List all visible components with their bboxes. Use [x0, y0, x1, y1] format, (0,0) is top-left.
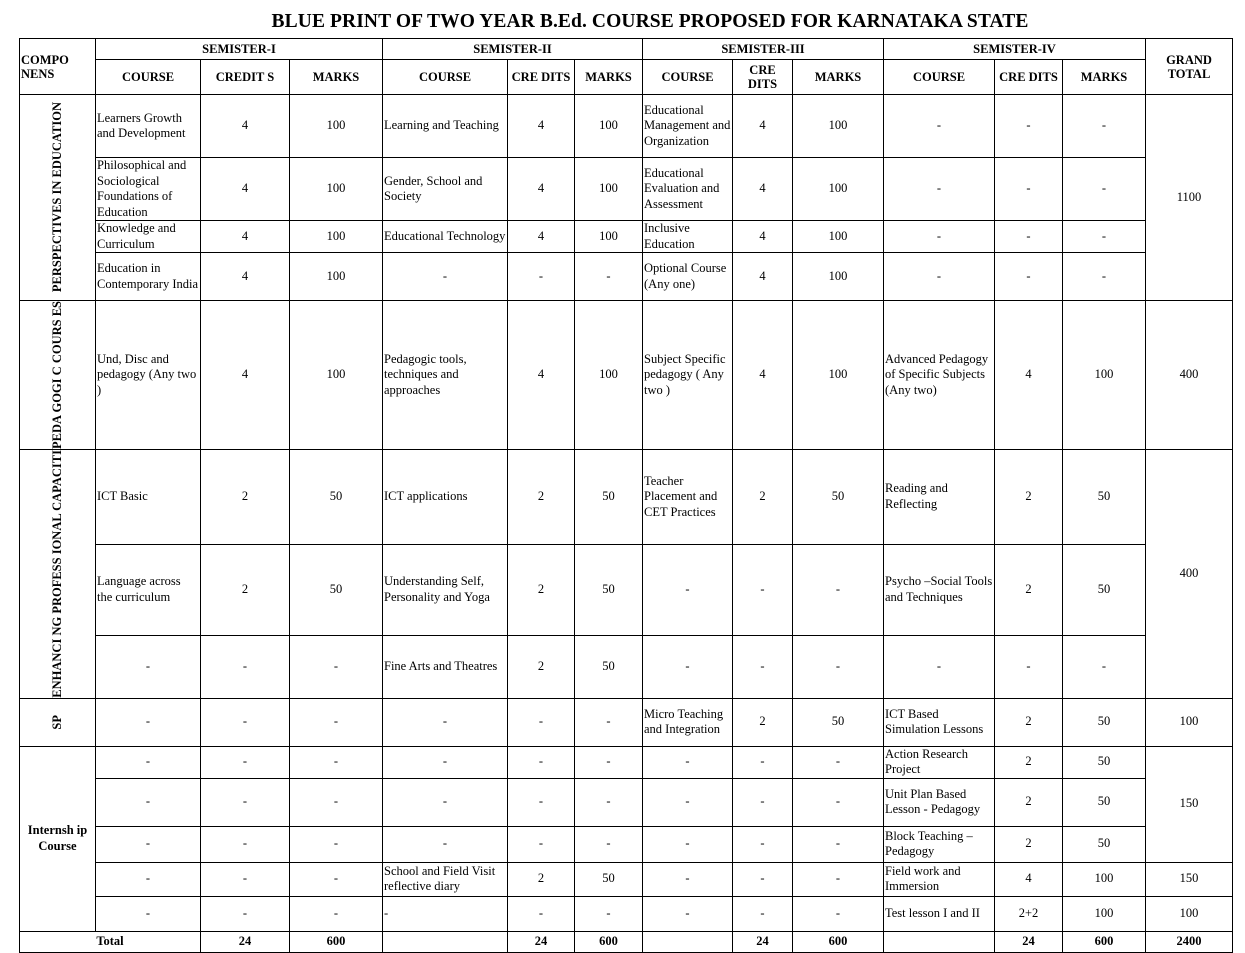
marks-cell: 100	[793, 301, 884, 450]
grand-total-cell: 150	[1146, 746, 1233, 862]
credits-cell: 4	[201, 301, 290, 450]
credits-cell: 4	[201, 95, 290, 158]
table-row	[20, 862, 1233, 896]
credits-cell: 4	[201, 253, 290, 301]
credits-cell: 2	[995, 778, 1063, 826]
course-cell: Block Teaching – Pedagogy	[884, 826, 995, 862]
course-cell: Action Research Project	[884, 746, 995, 778]
grand-total-cell: 100	[1146, 896, 1233, 931]
course-cell: -	[643, 862, 733, 896]
marks-cell: 50	[1063, 698, 1146, 746]
credits-cell: 4	[508, 221, 575, 253]
course-cell: -	[884, 158, 995, 221]
table-row	[20, 544, 1233, 635]
course-cell: -	[884, 253, 995, 301]
course-header: COURSE	[884, 60, 995, 95]
marks-cell: -	[290, 778, 383, 826]
credits-cell: -	[733, 826, 793, 862]
course-cell: -	[643, 778, 733, 826]
course-cell: -	[383, 896, 508, 931]
course-cell: -	[383, 698, 508, 746]
semester-1-header: SEMISTER-I	[96, 39, 383, 60]
marks-cell: 100	[290, 221, 383, 253]
credits-cell: -	[995, 95, 1063, 158]
total-marks: 600	[1063, 931, 1146, 952]
credits-header: CRE DITS	[995, 60, 1063, 95]
marks-cell: 100	[575, 158, 643, 221]
course-cell: -	[96, 698, 201, 746]
course-cell: Education in Contemporary India	[96, 253, 201, 301]
marks-cell: 50	[1063, 778, 1146, 826]
course-header: COURSE	[96, 60, 201, 95]
credits-cell: 4	[733, 95, 793, 158]
marks-cell: 100	[1063, 862, 1146, 896]
course-cell: Pedagogic tools, techniques and approaches	[383, 301, 508, 450]
marks-header: MARKS	[1063, 60, 1146, 95]
marks-cell: -	[290, 826, 383, 862]
credits-cell: -	[508, 698, 575, 746]
credits-cell: 4	[508, 158, 575, 221]
total-credits: 24	[733, 931, 793, 952]
credits-cell: -	[995, 253, 1063, 301]
marks-cell: -	[793, 862, 884, 896]
credits-cell: 2	[995, 698, 1063, 746]
marks-cell: -	[290, 896, 383, 931]
marks-cell: 50	[793, 698, 884, 746]
course-cell: -	[96, 746, 201, 778]
table-row	[20, 95, 1233, 158]
credits-cell: -	[733, 746, 793, 778]
table-row	[20, 253, 1233, 301]
credits-cell: -	[733, 862, 793, 896]
table-row	[20, 826, 1233, 862]
marks-cell: 100	[793, 253, 884, 301]
marks-header: MARKS	[290, 60, 383, 95]
credits-cell: -	[201, 746, 290, 778]
group-enhancing: ENHANCI NG PROFESS IONAL CAPACITI	[20, 449, 96, 698]
credits-cell: -	[508, 896, 575, 931]
course-cell: -	[884, 636, 995, 699]
course-cell: Unit Plan Based Lesson - Pedagogy	[884, 778, 995, 826]
credits-cell: 2	[995, 449, 1063, 544]
total-marks: 600	[290, 931, 383, 952]
credits-cell: 2	[995, 746, 1063, 778]
marks-cell: -	[575, 253, 643, 301]
table-row	[20, 158, 1233, 221]
course-cell: ICT Basic	[96, 449, 201, 544]
credits-cell: -	[508, 826, 575, 862]
course-cell: ICT Based Simulation Lessons	[884, 698, 995, 746]
credits-cell: -	[508, 778, 575, 826]
marks-cell: -	[575, 778, 643, 826]
marks-cell: 100	[290, 95, 383, 158]
credits-cell: 4	[733, 253, 793, 301]
credits-cell: -	[201, 826, 290, 862]
course-cell: -	[643, 746, 733, 778]
semester-3-header: SEMISTER-III	[643, 39, 884, 60]
marks-cell: -	[290, 862, 383, 896]
course-cell: Learning and Teaching	[383, 95, 508, 158]
credits-cell: -	[733, 896, 793, 931]
grand-total-cell: 1100	[1146, 95, 1233, 301]
course-cell: Advanced Pedagogy of Specific Subjects (Any two)	[884, 301, 995, 450]
credits-cell: -	[995, 221, 1063, 253]
marks-cell: 50	[575, 636, 643, 699]
course-cell: Fine Arts and Theatres	[383, 636, 508, 699]
course-cell: Optional Course (Any one)	[643, 253, 733, 301]
marks-cell: 50	[290, 449, 383, 544]
marks-cell: -	[1063, 95, 1146, 158]
total-empty	[643, 931, 733, 952]
course-cell: -	[96, 636, 201, 699]
credits-cell: 2	[508, 449, 575, 544]
grand-total-cell: 400	[1146, 301, 1233, 450]
course-cell: -	[884, 95, 995, 158]
table-row	[20, 301, 1233, 450]
grand-total-cell: 150	[1146, 862, 1233, 896]
course-cell: -	[643, 636, 733, 699]
credits-cell: -	[995, 636, 1063, 699]
course-cell: -	[383, 253, 508, 301]
marks-cell: 50	[575, 449, 643, 544]
credits-cell: 2	[508, 636, 575, 699]
marks-cell: -	[575, 896, 643, 931]
marks-cell: 50	[1063, 544, 1146, 635]
marks-cell: 100	[290, 158, 383, 221]
total-empty	[884, 931, 995, 952]
course-cell: Test lesson I and II	[884, 896, 995, 931]
credits-header: CREDIT S	[201, 60, 290, 95]
marks-cell: 100	[575, 301, 643, 450]
marks-cell: -	[793, 826, 884, 862]
grand-total-header: GRAND TOTAL	[1146, 39, 1233, 95]
table-row	[20, 698, 1233, 746]
credits-cell: 2	[995, 826, 1063, 862]
course-cell: Teacher Placement and CET Practices	[643, 449, 733, 544]
credits-cell: 4	[201, 221, 290, 253]
credits-cell: -	[508, 253, 575, 301]
marks-cell: -	[793, 746, 884, 778]
course-cell: Educational Management and Organization	[643, 95, 733, 158]
course-cell: Field work and Immersion	[884, 862, 995, 896]
course-cell: Understanding Self, Personality and Yoga	[383, 544, 508, 635]
group-pedagogic: PEDA GOGI C COURS ES	[20, 301, 96, 450]
course-cell: Reading and Reflecting	[884, 449, 995, 544]
credits-cell: -	[201, 778, 290, 826]
course-cell: Philosophical and Sociological Foundations of Education	[96, 158, 201, 221]
credits-cell: 4	[733, 158, 793, 221]
course-cell: Inclusive Education	[643, 221, 733, 253]
group-sp: SP	[20, 698, 96, 746]
marks-cell: -	[793, 636, 884, 699]
marks-cell: -	[575, 746, 643, 778]
course-cell: School and Field Visit reflective diary	[383, 862, 508, 896]
semester-2-header: SEMISTER-II	[383, 39, 643, 60]
marks-cell: 100	[575, 95, 643, 158]
credits-cell: -	[508, 746, 575, 778]
course-cell: ICT applications	[383, 449, 508, 544]
total-empty	[383, 931, 508, 952]
marks-cell: -	[575, 826, 643, 862]
credits-cell: 2	[995, 544, 1063, 635]
credits-cell: -	[201, 698, 290, 746]
course-cell: Micro Teaching and Integration	[643, 698, 733, 746]
marks-cell: 100	[793, 95, 884, 158]
course-cell: -	[884, 221, 995, 253]
marks-cell: -	[290, 698, 383, 746]
marks-cell: 100	[1063, 896, 1146, 931]
credits-cell: -	[201, 896, 290, 931]
marks-cell: 50	[290, 544, 383, 635]
components-header: COMPO NENS	[20, 39, 96, 95]
course-cell: -	[96, 862, 201, 896]
total-credits: 24	[995, 931, 1063, 952]
marks-cell: -	[1063, 158, 1146, 221]
credits-cell: 2	[201, 544, 290, 635]
course-cell: Educational Evaluation and Assessment	[643, 158, 733, 221]
blueprint-table	[19, 38, 1233, 953]
credits-cell: 4	[508, 95, 575, 158]
course-cell: Educational Technology	[383, 221, 508, 253]
course-cell: Und, Disc and pedagogy (Any two )	[96, 301, 201, 450]
course-cell: Subject Specific pedagogy ( Any two )	[643, 301, 733, 450]
semester-4-header: SEMISTER-IV	[884, 39, 1146, 60]
course-cell: Language across the curriculum	[96, 544, 201, 635]
course-cell: -	[643, 896, 733, 931]
marks-cell: -	[793, 778, 884, 826]
table-row	[20, 746, 1233, 778]
marks-cell: 50	[1063, 746, 1146, 778]
marks-cell: -	[793, 896, 884, 931]
course-header: COURSE	[383, 60, 508, 95]
credits-cell: 4	[201, 158, 290, 221]
total-credits: 24	[508, 931, 575, 952]
total-credits: 24	[201, 931, 290, 952]
marks-header: MARKS	[793, 60, 884, 95]
credits-cell: -	[733, 544, 793, 635]
total-marks: 600	[793, 931, 884, 952]
course-cell: -	[96, 778, 201, 826]
page-title: BLUE PRINT OF TWO YEAR B.Ed. COURSE PROPOSED FOR KARNATAKA STATE	[271, 11, 1029, 32]
total-label: Total	[20, 931, 201, 952]
credits-cell: 2	[508, 544, 575, 635]
table-row	[20, 221, 1233, 253]
marks-cell: 100	[1063, 301, 1146, 450]
marks-cell: 50	[793, 449, 884, 544]
table-row	[20, 778, 1233, 826]
marks-cell: 100	[290, 301, 383, 450]
course-cell: Gender, School and Society	[383, 158, 508, 221]
credits-cell: 2	[733, 698, 793, 746]
table-row	[20, 896, 1233, 931]
total-grand: 2400	[1146, 931, 1233, 952]
course-cell: -	[383, 746, 508, 778]
credits-cell: 4	[733, 221, 793, 253]
credits-cell: 4	[508, 301, 575, 450]
grand-total-cell: 100	[1146, 698, 1233, 746]
marks-cell: 50	[575, 544, 643, 635]
total-marks: 600	[575, 931, 643, 952]
credits-cell: 4	[995, 301, 1063, 450]
group-perspectives: PERSPECTIVES IN EDUCATION	[20, 95, 96, 301]
marks-cell: 100	[793, 158, 884, 221]
marks-cell: -	[290, 636, 383, 699]
credits-cell: -	[201, 862, 290, 896]
course-cell: -	[96, 896, 201, 931]
marks-cell: 100	[290, 253, 383, 301]
course-cell: -	[383, 778, 508, 826]
marks-cell: -	[793, 544, 884, 635]
credits-cell: 2	[733, 449, 793, 544]
credits-cell: 2	[508, 862, 575, 896]
credits-cell: -	[201, 636, 290, 699]
marks-cell: -	[575, 698, 643, 746]
course-header: COURSE	[643, 60, 733, 95]
marks-cell: 50	[1063, 826, 1146, 862]
course-cell: -	[383, 826, 508, 862]
credits-cell: 2+2	[995, 896, 1063, 931]
course-cell: Learners Growth and Development	[96, 95, 201, 158]
credits-cell: -	[733, 636, 793, 699]
credits-cell: -	[995, 158, 1063, 221]
marks-cell: 50	[575, 862, 643, 896]
marks-cell: -	[1063, 636, 1146, 699]
course-cell: -	[643, 544, 733, 635]
marks-cell: 100	[793, 221, 884, 253]
credits-cell: -	[733, 778, 793, 826]
course-cell: Psycho –Social Tools and Techniques	[884, 544, 995, 635]
course-cell: -	[643, 826, 733, 862]
credits-cell: 4	[733, 301, 793, 450]
marks-cell: -	[290, 746, 383, 778]
credits-cell: 4	[995, 862, 1063, 896]
group-internship: Internsh ip Course	[20, 746, 96, 931]
grand-total-cell: 400	[1146, 449, 1233, 698]
total-row	[20, 931, 1233, 952]
table-row	[20, 449, 1233, 544]
marks-header: MARKS	[575, 60, 643, 95]
credits-header: CRE DITS	[508, 60, 575, 95]
marks-cell: 50	[1063, 449, 1146, 544]
marks-cell: -	[1063, 221, 1146, 253]
marks-cell: 100	[575, 221, 643, 253]
credits-cell: 2	[201, 449, 290, 544]
credits-header: CRE DITS	[733, 60, 793, 95]
course-cell: -	[96, 826, 201, 862]
table-row	[20, 636, 1233, 699]
marks-cell: -	[1063, 253, 1146, 301]
course-cell: Knowledge and Curriculum	[96, 221, 201, 253]
